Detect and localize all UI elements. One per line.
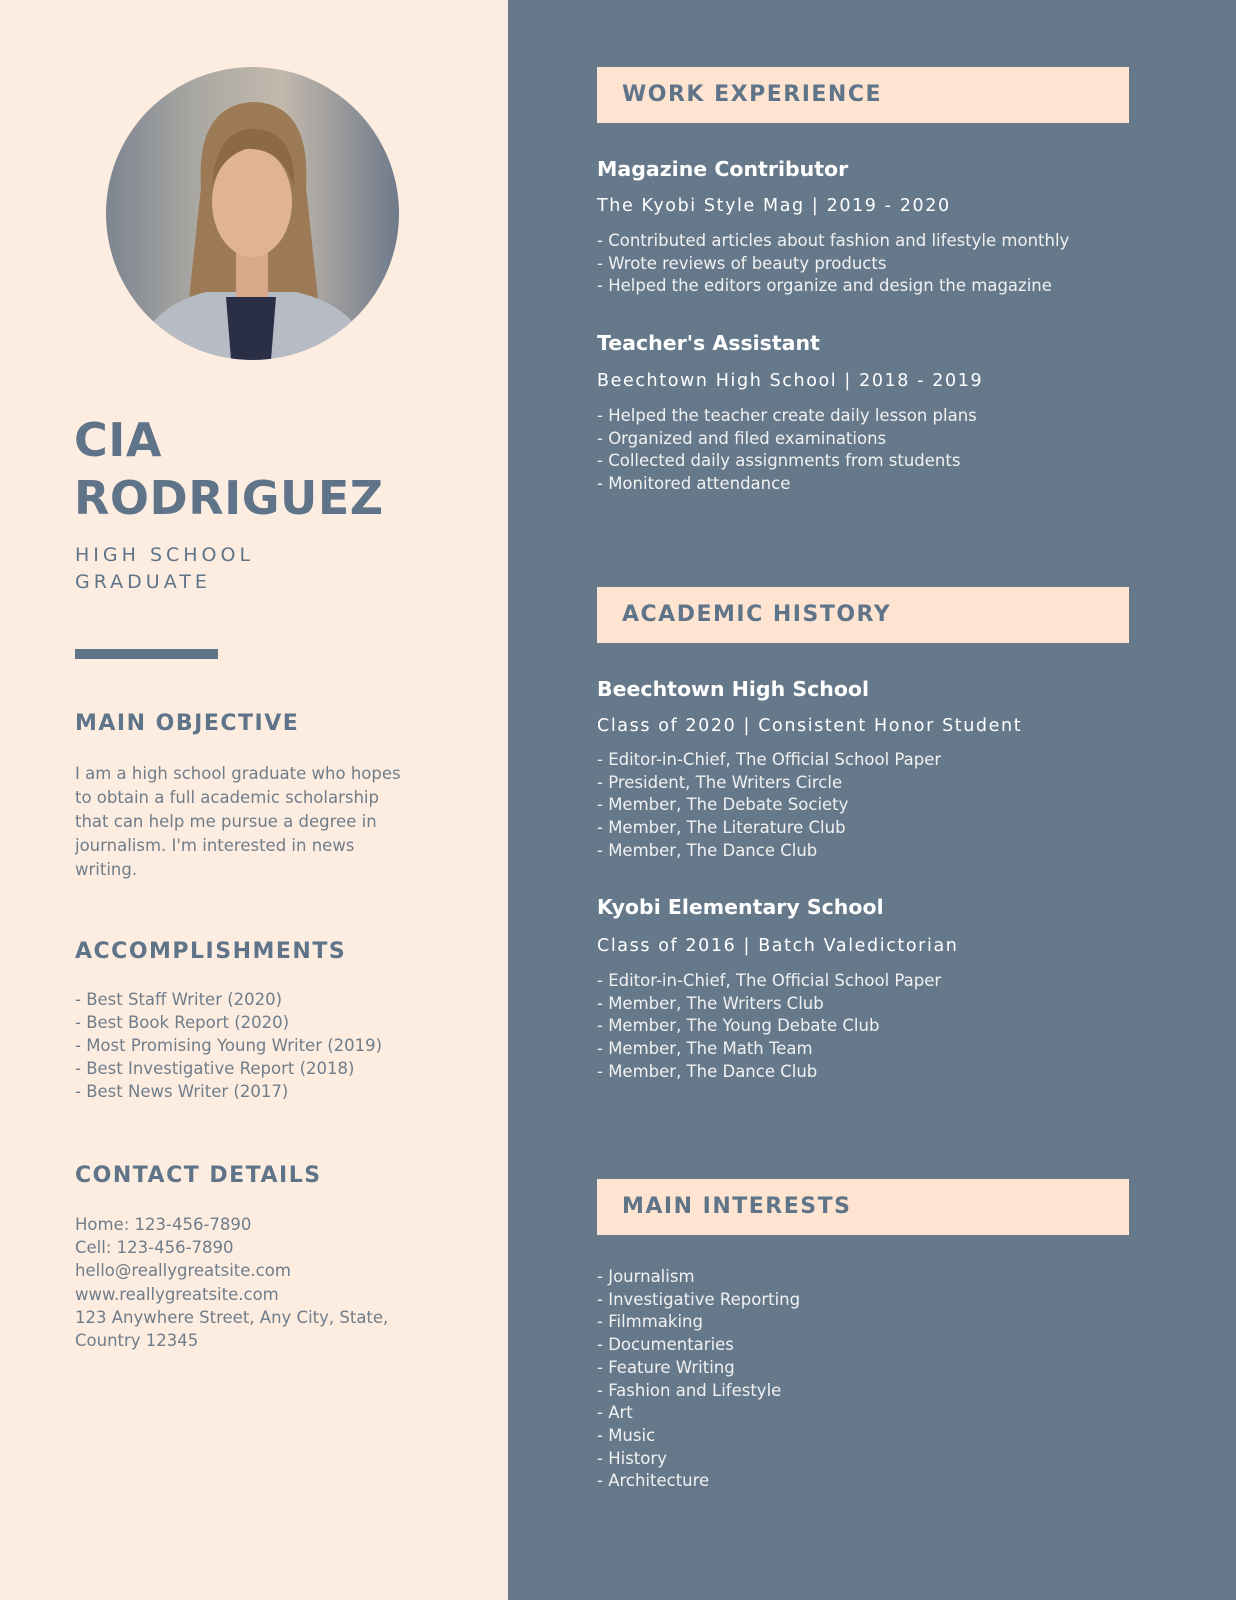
contact-list [75, 1213, 435, 1352]
school-subtitle: Class of 2016 | Batch Valedictorian [597, 936, 959, 956]
job-title: Teacher's Assistant [597, 331, 820, 355]
job-duties [597, 405, 977, 496]
job-subtitle: Beechtown High School | 2018 - 2019 [597, 371, 984, 391]
list-item: - Journalism [597, 1267, 695, 1286]
accomplishments-heading: ACCOMPLISHMENTS [75, 939, 347, 964]
objective-heading: MAIN OBJECTIVE [75, 711, 300, 736]
list-item: - Member, The Dance Club [597, 840, 818, 860]
list-item: - Contributed articles about fashion and lifestyle monthly [597, 231, 1070, 250]
contact-email: hello@reallygreatsite.com [75, 1261, 291, 1281]
objective-line: writing. [75, 860, 138, 879]
interests-list [597, 1266, 800, 1493]
list-item: - Feature Writing [597, 1357, 735, 1377]
school-name: Kyobi Elementary School [597, 895, 884, 919]
list-item: - Editor-in-Chief, The Official School Paper [597, 750, 942, 769]
list-item: - Architecture [597, 1471, 710, 1491]
list-item: - Filmmaking [597, 1312, 703, 1332]
work-experience-heading: WORK EXPERIENCE [597, 67, 1129, 123]
school-activities [597, 749, 941, 863]
contact-address: Country 12345 [75, 1331, 199, 1351]
job-duties [597, 230, 1069, 298]
contact-cell: Cell: 123-456-7890 [75, 1238, 234, 1258]
accomplishments-list [75, 988, 435, 1103]
role-line-2: GRADUATE [75, 571, 211, 593]
list-item: - Helped the editors organize and design the magazine [597, 276, 1052, 296]
list-item: - Helped the teacher create daily lesson plans [597, 406, 977, 425]
objective-text [75, 762, 435, 882]
list-item: - Music [597, 1425, 656, 1445]
list-item: - History [597, 1448, 667, 1468]
contact-home: Home: 123-456-7890 [75, 1215, 252, 1234]
list-item: - Best Book Report (2020) [75, 1013, 290, 1032]
list-item: - Best Investigative Report (2018) [75, 1059, 355, 1078]
objective-line: I am a high school graduate who hopes [75, 764, 401, 783]
list-item: - Wrote reviews of beauty products [597, 253, 887, 273]
job-title: Magazine Contributor [597, 157, 849, 181]
first-name: CIA [74, 413, 162, 467]
list-item: - Best News Writer (2017) [75, 1082, 289, 1101]
list-item: - Editor-in-Chief, The Official School Paper [597, 971, 942, 990]
list-item: - Monitored attendance [597, 474, 791, 494]
list-item: - Fashion and Lifestyle [597, 1380, 782, 1400]
objective-line: journalism. I'm interested in news [75, 836, 355, 855]
job-subtitle: The Kyobi Style Mag | 2019 - 2020 [597, 196, 951, 216]
contact-address: 123 Anywhere Street, Any City, State, [75, 1307, 389, 1327]
list-item: - Best Staff Writer (2020) [75, 990, 283, 1009]
academic-history-heading: ACADEMIC HISTORY [597, 587, 1129, 643]
list-item: - Member, The Writers Club [597, 993, 824, 1013]
objective-line: that can help me pursue a degree in [75, 812, 377, 831]
divider-bar [75, 649, 218, 659]
profile-photo [106, 67, 399, 360]
contact-heading: CONTACT DETAILS [75, 1163, 322, 1188]
list-item: - Most Promising Young Writer (2019) [75, 1036, 383, 1055]
list-item: - Member, The Young Debate Club [597, 1016, 880, 1036]
list-item: - Art [597, 1403, 633, 1423]
list-item: - Member, The Dance Club [597, 1061, 818, 1081]
school-name: Beechtown High School [597, 677, 870, 701]
list-item: - Member, The Debate Society [597, 795, 849, 815]
school-activities [597, 970, 941, 1084]
school-subtitle: Class of 2020 | Consistent Honor Student [597, 716, 1023, 736]
list-item: - Organized and filed examinations [597, 428, 887, 448]
list-item: - Member, The Math Team [597, 1039, 813, 1059]
list-item: - Documentaries [597, 1335, 734, 1355]
list-item: - President, The Writers Circle [597, 772, 843, 792]
list-item: - Member, The Literature Club [597, 818, 846, 838]
list-item: - Investigative Reporting [597, 1289, 801, 1309]
main-interests-heading: MAIN INTERESTS [597, 1179, 1129, 1235]
role-line-1: HIGH SCHOOL [75, 544, 255, 566]
objective-line: to obtain a full academic scholarship [75, 788, 379, 807]
last-name: RODRIGUEZ [74, 471, 384, 525]
list-item: - Collected daily assignments from students [597, 451, 961, 471]
contact-website: www.reallygreatsite.com [75, 1284, 279, 1304]
